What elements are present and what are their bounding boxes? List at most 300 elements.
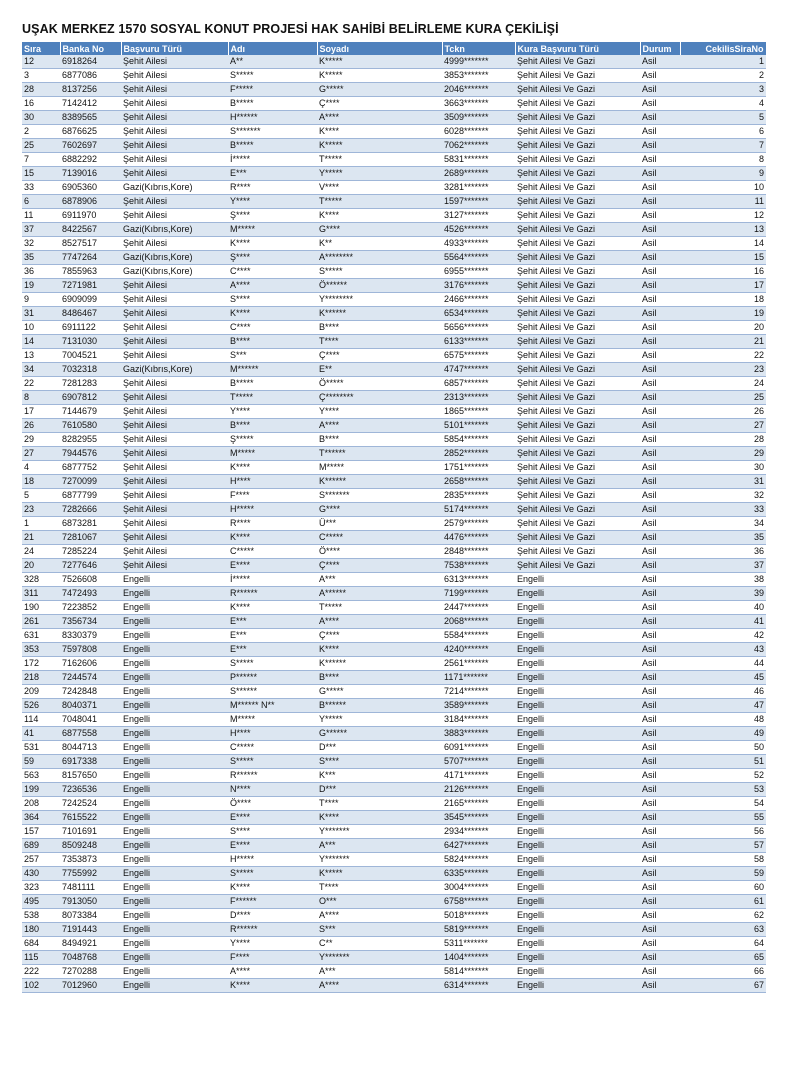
cell-cekilis-sira-no: 21 <box>680 335 766 349</box>
cell-banka-no: 6917338 <box>60 755 121 769</box>
cell-durum: Asil <box>640 181 680 195</box>
cell-kura-basvuru-turu: Engelli <box>515 937 640 951</box>
cell-soyadi: K**** <box>317 209 442 223</box>
cell-sira: 10 <box>22 321 60 335</box>
cell-durum: Asil <box>640 55 680 69</box>
cell-tckn: 4526******* <box>442 223 515 237</box>
cell-kura-basvuru-turu: Şehit Ailesi Ve Gazi <box>515 111 640 125</box>
lottery-results-table <box>22 42 767 993</box>
cell-tckn: 1751******* <box>442 461 515 475</box>
cell-cekilis-sira-no: 24 <box>680 377 766 391</box>
cell-soyadi: Y******* <box>317 951 442 965</box>
table-row <box>22 181 766 195</box>
cell-basvuru-turu: Engelli <box>121 615 228 629</box>
cell-kura-basvuru-turu: Engelli <box>515 727 640 741</box>
cell-cekilis-sira-no: 57 <box>680 839 766 853</box>
table-row <box>22 825 766 839</box>
cell-sira: 353 <box>22 643 60 657</box>
cell-tckn: 2658******* <box>442 475 515 489</box>
cell-durum: Asil <box>640 363 680 377</box>
column-header-basvuru-turu: Başvuru Türü <box>121 42 228 55</box>
cell-sira: 20 <box>22 559 60 573</box>
cell-cekilis-sira-no: 60 <box>680 881 766 895</box>
table-row <box>22 657 766 671</box>
cell-durum: Asil <box>640 167 680 181</box>
cell-sira: 631 <box>22 629 60 643</box>
cell-tckn: 2835******* <box>442 489 515 503</box>
cell-soyadi: K***** <box>317 55 442 69</box>
cell-tckn: 5831******* <box>442 153 515 167</box>
table-row <box>22 321 766 335</box>
cell-sira: 14 <box>22 335 60 349</box>
table-row <box>22 867 766 881</box>
cell-soyadi: Ö***** <box>317 377 442 391</box>
cell-basvuru-turu: Şehit Ailesi <box>121 321 228 335</box>
cell-sira: 37 <box>22 223 60 237</box>
cell-cekilis-sira-no: 44 <box>680 657 766 671</box>
cell-tckn: 5814******* <box>442 965 515 979</box>
cell-durum: Asil <box>640 853 680 867</box>
cell-banka-no: 8073384 <box>60 909 121 923</box>
cell-adi: M***** <box>228 713 317 727</box>
table-row <box>22 475 766 489</box>
table-row <box>22 195 766 209</box>
cell-durum: Asil <box>640 559 680 573</box>
table-row <box>22 97 766 111</box>
cell-soyadi: Ç**** <box>317 349 442 363</box>
cell-adi: F***** <box>228 83 317 97</box>
table-row <box>22 727 766 741</box>
cell-durum: Asil <box>640 321 680 335</box>
cell-sira: 30 <box>22 111 60 125</box>
cell-basvuru-turu: Engelli <box>121 895 228 909</box>
cell-banka-no: 7281283 <box>60 377 121 391</box>
cell-tckn: 3589******* <box>442 699 515 713</box>
cell-banka-no: 7131030 <box>60 335 121 349</box>
cell-adi: E*** <box>228 643 317 657</box>
cell-banka-no: 6873281 <box>60 517 121 531</box>
cell-kura-basvuru-turu: Şehit Ailesi Ve Gazi <box>515 55 640 69</box>
cell-tckn: 6314******* <box>442 979 515 993</box>
cell-durum: Asil <box>640 251 680 265</box>
cell-cekilis-sira-no: 31 <box>680 475 766 489</box>
cell-cekilis-sira-no: 51 <box>680 755 766 769</box>
cell-sira: 6 <box>22 195 60 209</box>
cell-banka-no: 7615522 <box>60 811 121 825</box>
cell-kura-basvuru-turu: Engelli <box>515 573 640 587</box>
cell-tckn: 2934******* <box>442 825 515 839</box>
cell-adi: B***** <box>228 377 317 391</box>
cell-soyadi: G***** <box>317 83 442 97</box>
cell-cekilis-sira-no: 39 <box>680 587 766 601</box>
cell-banka-no: 7472493 <box>60 587 121 601</box>
cell-adi: K**** <box>228 979 317 993</box>
cell-sira: 115 <box>22 951 60 965</box>
cell-sira: 222 <box>22 965 60 979</box>
table-row <box>22 503 766 517</box>
cell-tckn: 3184******* <box>442 713 515 727</box>
cell-sira: 180 <box>22 923 60 937</box>
cell-kura-basvuru-turu: Engelli <box>515 909 640 923</box>
cell-kura-basvuru-turu: Şehit Ailesi Ve Gazi <box>515 503 640 517</box>
cell-durum: Asil <box>640 881 680 895</box>
cell-banka-no: 6877752 <box>60 461 121 475</box>
cell-cekilis-sira-no: 59 <box>680 867 766 881</box>
cell-banka-no: 7101691 <box>60 825 121 839</box>
cell-basvuru-turu: Şehit Ailesi <box>121 167 228 181</box>
cell-kura-basvuru-turu: Şehit Ailesi Ve Gazi <box>515 209 640 223</box>
cell-tckn: 7062******* <box>442 139 515 153</box>
cell-tckn: 5018******* <box>442 909 515 923</box>
cell-tckn: 4240******* <box>442 643 515 657</box>
cell-kura-basvuru-turu: Şehit Ailesi Ve Gazi <box>515 167 640 181</box>
cell-cekilis-sira-no: 55 <box>680 811 766 825</box>
cell-adi: Ş**** <box>228 251 317 265</box>
cell-basvuru-turu: Şehit Ailesi <box>121 139 228 153</box>
cell-sira: 15 <box>22 167 60 181</box>
cell-soyadi: K***** <box>317 139 442 153</box>
cell-tckn: 6028******* <box>442 125 515 139</box>
cell-cekilis-sira-no: 19 <box>680 307 766 321</box>
cell-durum: Asil <box>640 951 680 965</box>
cell-tckn: 5311******* <box>442 937 515 951</box>
cell-tckn: 7538******* <box>442 559 515 573</box>
cell-kura-basvuru-turu: Şehit Ailesi Ve Gazi <box>515 125 640 139</box>
cell-cekilis-sira-no: 65 <box>680 951 766 965</box>
cell-durum: Asil <box>640 825 680 839</box>
cell-adi: R**** <box>228 517 317 531</box>
cell-basvuru-turu: Şehit Ailesi <box>121 97 228 111</box>
column-header-cekilis-sira-no: CekilisSiraNo <box>680 42 766 55</box>
cell-tckn: 2447******* <box>442 601 515 615</box>
cell-durum: Asil <box>640 97 680 111</box>
cell-soyadi: G****** <box>317 727 442 741</box>
cell-banka-no: 7012960 <box>60 979 121 993</box>
cell-tckn: 3281******* <box>442 181 515 195</box>
table-row <box>22 685 766 699</box>
cell-banka-no: 8486467 <box>60 307 121 321</box>
cell-banka-no: 7747264 <box>60 251 121 265</box>
cell-adi: H**** <box>228 727 317 741</box>
cell-basvuru-turu: Engelli <box>121 601 228 615</box>
cell-durum: Asil <box>640 419 680 433</box>
cell-durum: Asil <box>640 461 680 475</box>
cell-soyadi: T**** <box>317 335 442 349</box>
cell-tckn: 5824******* <box>442 853 515 867</box>
cell-durum: Asil <box>640 741 680 755</box>
cell-tckn: 3883******* <box>442 727 515 741</box>
cell-basvuru-turu: Şehit Ailesi <box>121 279 228 293</box>
cell-kura-basvuru-turu: Şehit Ailesi Ve Gazi <box>515 545 640 559</box>
cell-soyadi: D*** <box>317 741 442 755</box>
cell-tckn: 6857******* <box>442 377 515 391</box>
table-row <box>22 923 766 937</box>
cell-sira: 684 <box>22 937 60 951</box>
cell-durum: Asil <box>640 643 680 657</box>
cell-soyadi: Y***** <box>317 167 442 181</box>
cell-durum: Asil <box>640 293 680 307</box>
table-row <box>22 447 766 461</box>
cell-kura-basvuru-turu: Engelli <box>515 741 640 755</box>
cell-cekilis-sira-no: 14 <box>680 237 766 251</box>
cell-adi: N**** <box>228 783 317 797</box>
cell-adi: Y**** <box>228 195 317 209</box>
cell-sira: 157 <box>22 825 60 839</box>
cell-adi: H****** <box>228 111 317 125</box>
cell-banka-no: 7191443 <box>60 923 121 937</box>
cell-banka-no: 7755992 <box>60 867 121 881</box>
table-body <box>22 55 766 993</box>
cell-durum: Asil <box>640 111 680 125</box>
column-header-sira: Sıra <box>22 42 60 55</box>
cell-kura-basvuru-turu: Şehit Ailesi Ve Gazi <box>515 293 640 307</box>
cell-basvuru-turu: Engelli <box>121 881 228 895</box>
table-row <box>22 517 766 531</box>
table-row <box>22 615 766 629</box>
cell-adi: H***** <box>228 503 317 517</box>
cell-banka-no: 8044713 <box>60 741 121 755</box>
cell-kura-basvuru-turu: Şehit Ailesi Ve Gazi <box>515 307 640 321</box>
cell-cekilis-sira-no: 33 <box>680 503 766 517</box>
cell-sira: 114 <box>22 713 60 727</box>
cell-kura-basvuru-turu: Engelli <box>515 979 640 993</box>
cell-basvuru-turu: Engelli <box>121 629 228 643</box>
cell-soyadi: A*** <box>317 839 442 853</box>
cell-adi: Ş***** <box>228 433 317 447</box>
cell-sira: 3 <box>22 69 60 83</box>
cell-cekilis-sira-no: 41 <box>680 615 766 629</box>
cell-sira: 531 <box>22 741 60 755</box>
cell-adi: C**** <box>228 321 317 335</box>
cell-basvuru-turu: Engelli <box>121 671 228 685</box>
cell-tckn: 2466******* <box>442 293 515 307</box>
cell-basvuru-turu: Şehit Ailesi <box>121 293 228 307</box>
table-row <box>22 811 766 825</box>
cell-kura-basvuru-turu: Engelli <box>515 769 640 783</box>
cell-durum: Asil <box>640 349 680 363</box>
cell-soyadi: Ö****** <box>317 279 442 293</box>
cell-cekilis-sira-no: 13 <box>680 223 766 237</box>
cell-banka-no: 7142412 <box>60 97 121 111</box>
table-row <box>22 125 766 139</box>
cell-banka-no: 7144679 <box>60 405 121 419</box>
cell-kura-basvuru-turu: Şehit Ailesi Ve Gazi <box>515 153 640 167</box>
cell-adi: R****** <box>228 769 317 783</box>
cell-basvuru-turu: Engelli <box>121 797 228 811</box>
cell-kura-basvuru-turu: Şehit Ailesi Ve Gazi <box>515 349 640 363</box>
table-row <box>22 111 766 125</box>
cell-durum: Asil <box>640 279 680 293</box>
cell-adi: K**** <box>228 237 317 251</box>
cell-basvuru-turu: Gazi(Kıbrıs,Kore) <box>121 363 228 377</box>
cell-banka-no: 8137256 <box>60 83 121 97</box>
cell-banka-no: 8527517 <box>60 237 121 251</box>
cell-adi: B***** <box>228 139 317 153</box>
cell-tckn: 4999******* <box>442 55 515 69</box>
cell-soyadi: B**** <box>317 671 442 685</box>
cell-sira: 59 <box>22 755 60 769</box>
cell-banka-no: 6878906 <box>60 195 121 209</box>
cell-tckn: 1865******* <box>442 405 515 419</box>
cell-tckn: 7199******* <box>442 587 515 601</box>
cell-cekilis-sira-no: 67 <box>680 979 766 993</box>
cell-cekilis-sira-no: 40 <box>680 601 766 615</box>
cell-durum: Asil <box>640 195 680 209</box>
cell-soyadi: C** <box>317 937 442 951</box>
cell-tckn: 3663******* <box>442 97 515 111</box>
table-row <box>22 237 766 251</box>
cell-kura-basvuru-turu: Engelli <box>515 713 640 727</box>
cell-durum: Asil <box>640 573 680 587</box>
cell-sira: 190 <box>22 601 60 615</box>
cell-basvuru-turu: Engelli <box>121 867 228 881</box>
cell-durum: Asil <box>640 937 680 951</box>
cell-soyadi: K****** <box>317 307 442 321</box>
cell-adi: A**** <box>228 279 317 293</box>
cell-cekilis-sira-no: 1 <box>680 55 766 69</box>
cell-sira: 13 <box>22 349 60 363</box>
cell-adi: B***** <box>228 97 317 111</box>
cell-cekilis-sira-no: 4 <box>680 97 766 111</box>
cell-soyadi: Ç**** <box>317 559 442 573</box>
table-row <box>22 363 766 377</box>
cell-durum: Asil <box>640 125 680 139</box>
cell-kura-basvuru-turu: Engelli <box>515 797 640 811</box>
column-header-banka-no: Banka No <box>60 42 121 55</box>
cell-sira: 23 <box>22 503 60 517</box>
cell-adi: M****** <box>228 363 317 377</box>
cell-cekilis-sira-no: 62 <box>680 909 766 923</box>
cell-soyadi: T***** <box>317 601 442 615</box>
cell-tckn: 2313******* <box>442 391 515 405</box>
cell-soyadi: Ü*** <box>317 517 442 531</box>
cell-banka-no: 7139016 <box>60 167 121 181</box>
cell-cekilis-sira-no: 48 <box>680 713 766 727</box>
cell-banka-no: 7356734 <box>60 615 121 629</box>
table-row <box>22 937 766 951</box>
cell-soyadi: T**** <box>317 881 442 895</box>
cell-cekilis-sira-no: 64 <box>680 937 766 951</box>
cell-durum: Asil <box>640 979 680 993</box>
cell-banka-no: 7481111 <box>60 881 121 895</box>
cell-basvuru-turu: Engelli <box>121 713 228 727</box>
cell-basvuru-turu: Engelli <box>121 587 228 601</box>
cell-durum: Asil <box>640 489 680 503</box>
cell-basvuru-turu: Şehit Ailesi <box>121 531 228 545</box>
cell-adi: S***** <box>228 867 317 881</box>
cell-adi: İ***** <box>228 153 317 167</box>
cell-basvuru-turu: Engelli <box>121 685 228 699</box>
cell-adi: T***** <box>228 391 317 405</box>
cell-kura-basvuru-turu: Şehit Ailesi Ve Gazi <box>515 377 640 391</box>
cell-kura-basvuru-turu: Şehit Ailesi Ve Gazi <box>515 559 640 573</box>
table-row <box>22 951 766 965</box>
cell-soyadi: Ç**** <box>317 629 442 643</box>
cell-tckn: 6575******* <box>442 349 515 363</box>
cell-adi: K**** <box>228 461 317 475</box>
cell-sira: 364 <box>22 811 60 825</box>
table-row <box>22 489 766 503</box>
cell-sira: 16 <box>22 97 60 111</box>
cell-tckn: 6335******* <box>442 867 515 881</box>
cell-banka-no: 6918264 <box>60 55 121 69</box>
table-row <box>22 671 766 685</box>
cell-basvuru-turu: Şehit Ailesi <box>121 517 228 531</box>
cell-tckn: 3545******* <box>442 811 515 825</box>
cell-sira: 35 <box>22 251 60 265</box>
cell-cekilis-sira-no: 6 <box>680 125 766 139</box>
cell-adi: Y**** <box>228 937 317 951</box>
cell-adi: M****** N** <box>228 699 317 713</box>
cell-basvuru-turu: Engelli <box>121 769 228 783</box>
cell-cekilis-sira-no: 10 <box>680 181 766 195</box>
table-row <box>22 167 766 181</box>
cell-cekilis-sira-no: 12 <box>680 209 766 223</box>
cell-soyadi: K***** <box>317 867 442 881</box>
cell-soyadi: B**** <box>317 433 442 447</box>
cell-kura-basvuru-turu: Şehit Ailesi Ve Gazi <box>515 139 640 153</box>
cell-banka-no: 7597808 <box>60 643 121 657</box>
cell-kura-basvuru-turu: Şehit Ailesi Ve Gazi <box>515 447 640 461</box>
cell-kura-basvuru-turu: Engelli <box>515 895 640 909</box>
table-row <box>22 755 766 769</box>
cell-durum: Asil <box>640 391 680 405</box>
cell-banka-no: 8389565 <box>60 111 121 125</box>
cell-basvuru-turu: Şehit Ailesi <box>121 69 228 83</box>
cell-tckn: 2848******* <box>442 545 515 559</box>
cell-durum: Asil <box>640 839 680 853</box>
cell-basvuru-turu: Şehit Ailesi <box>121 55 228 69</box>
cell-cekilis-sira-no: 36 <box>680 545 766 559</box>
cell-basvuru-turu: Şehit Ailesi <box>121 447 228 461</box>
cell-banka-no: 6876625 <box>60 125 121 139</box>
cell-sira: 4 <box>22 461 60 475</box>
cell-cekilis-sira-no: 3 <box>680 83 766 97</box>
table-row <box>22 55 766 69</box>
cell-cekilis-sira-no: 46 <box>680 685 766 699</box>
cell-adi: F**** <box>228 951 317 965</box>
table-row <box>22 461 766 475</box>
cell-soyadi: A******** <box>317 251 442 265</box>
cell-banka-no: 6911122 <box>60 321 121 335</box>
cell-durum: Asil <box>640 153 680 167</box>
cell-sira: 2 <box>22 125 60 139</box>
cell-kura-basvuru-turu: Engelli <box>515 601 640 615</box>
cell-banka-no: 6877558 <box>60 727 121 741</box>
cell-soyadi: A*** <box>317 573 442 587</box>
cell-basvuru-turu: Gazi(Kıbrıs,Kore) <box>121 223 228 237</box>
cell-basvuru-turu: Engelli <box>121 979 228 993</box>
cell-adi: S****** <box>228 685 317 699</box>
cell-soyadi: S******* <box>317 489 442 503</box>
cell-kura-basvuru-turu: Engelli <box>515 951 640 965</box>
cell-soyadi: V**** <box>317 181 442 195</box>
cell-soyadi: K****** <box>317 657 442 671</box>
cell-cekilis-sira-no: 7 <box>680 139 766 153</box>
cell-tckn: 6133******* <box>442 335 515 349</box>
cell-durum: Asil <box>640 69 680 83</box>
table-row <box>22 223 766 237</box>
cell-banka-no: 6877086 <box>60 69 121 83</box>
cell-soyadi: B**** <box>317 321 442 335</box>
table-row <box>22 545 766 559</box>
cell-banka-no: 7944576 <box>60 447 121 461</box>
cell-cekilis-sira-no: 32 <box>680 489 766 503</box>
table-row <box>22 881 766 895</box>
cell-kura-basvuru-turu: Şehit Ailesi Ve Gazi <box>515 321 640 335</box>
cell-soyadi: A**** <box>317 909 442 923</box>
cell-durum: Asil <box>640 601 680 615</box>
